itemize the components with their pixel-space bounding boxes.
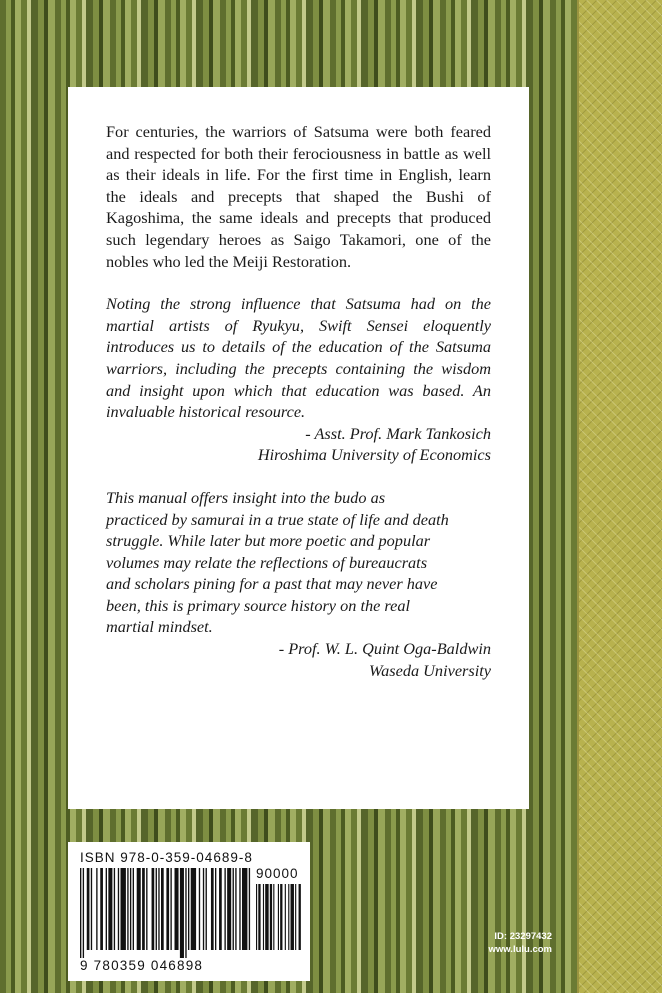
review-2-line: been, this is primary source history on the real (106, 595, 411, 615)
review-author-1: - Asst. Prof. Mark Tankosich (305, 423, 491, 443)
text-panel (68, 87, 529, 809)
review-2-line: and scholars pining for a past that may never have (106, 574, 438, 594)
barcode-digits: 9 780359 046898 (80, 958, 204, 973)
review-quote-1: Noting the strong influence that Satsuma had on the martial artists of Ryukyu, Swift Sensei eloquently introduces us to details of the education of the Satsuma warriors, including the precepts containing the wisdom and insight upon which that education was based. An invaluable historical resource. (106, 294, 491, 422)
addon-barcode-graphic (256, 884, 302, 958)
isbn-label: ISBN 978-0-359-04689-8 (80, 850, 253, 865)
review-2-line: This manual offers insight into the budo as (106, 487, 386, 507)
review-affiliation-2: Waseda University (369, 660, 491, 680)
review-2-line: struggle. While later but more poetic and popular (106, 531, 431, 551)
publisher-info (488, 930, 552, 956)
publisher-id: ID: 23297432 (494, 931, 552, 942)
review-2-line: martial mindset. (106, 617, 213, 637)
publisher-url: www.lulu.com (488, 944, 552, 955)
spine-pattern (577, 0, 662, 993)
review-affiliation-1: Hiroshima University of Economics (257, 445, 491, 465)
addon-barcode (256, 884, 302, 963)
price-code: 90000 (256, 866, 299, 881)
review-2-line: practiced by samurai in a true state of life and death (106, 509, 449, 529)
review-author-2: - Prof. W. L. Quint Oga-Baldwin (278, 639, 491, 659)
review-2-line: volumes may relate the reflections of bureaucrats (106, 552, 428, 572)
isbn-barcode (68, 842, 310, 981)
book-blurb: For centuries, the warriors of Satsuma were both feared and respected for both their ferociousness in battle as well as their ideals in life. For the first time in English, learn the ideals and precepts that shaped the Bushi of Kagoshima, the same ideals and precepts that produced such legendary heroes as Saigo Takamori, one of the nobles who led the Meiji Restoration. (106, 122, 491, 271)
ean-barcode-graphic (80, 868, 252, 958)
review-quote-2 (106, 487, 491, 638)
